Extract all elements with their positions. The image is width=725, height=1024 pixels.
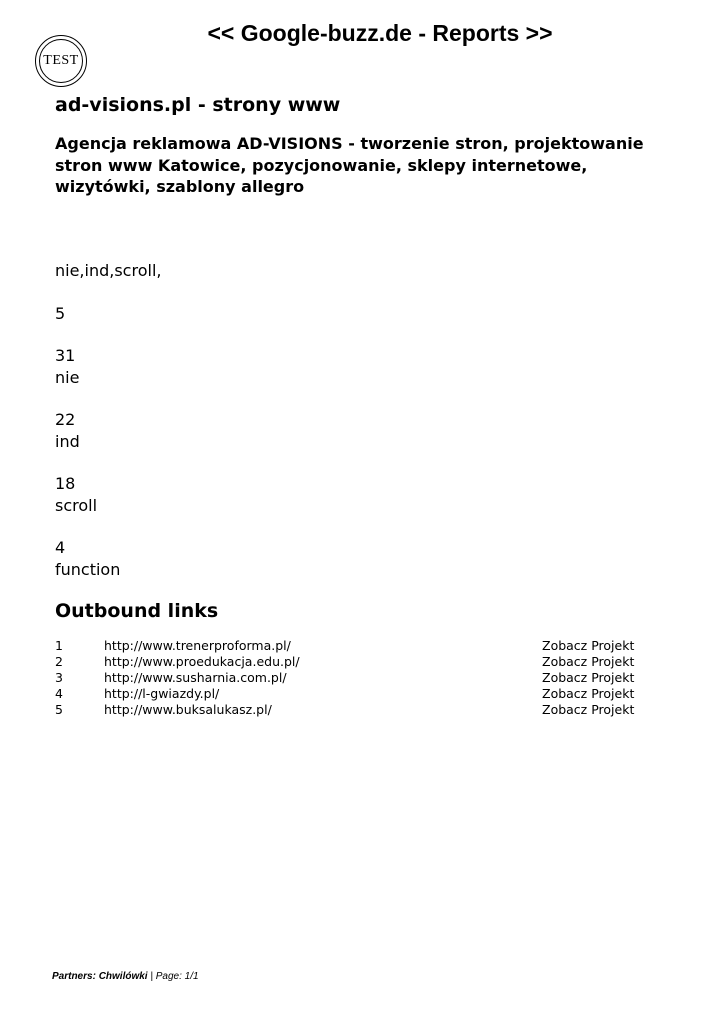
view-project-link[interactable]: Zobacz Projekt bbox=[542, 638, 635, 653]
table-row bbox=[55, 638, 655, 654]
keyword-count: 31 bbox=[55, 346, 76, 365]
table-row bbox=[55, 702, 655, 718]
keyword-word: nie bbox=[55, 367, 80, 387]
view-project-link[interactable]: Zobacz Projekt bbox=[542, 654, 635, 669]
report-title: << Google-buzz.de - Reports >> bbox=[207, 20, 553, 46]
link-number: 1 bbox=[55, 638, 63, 653]
site-title: ad-visions.pl - strony www bbox=[55, 94, 341, 116]
keywords-section bbox=[55, 260, 161, 580]
page-number: Page: 1/1 bbox=[155, 971, 199, 982]
footer-separator: | bbox=[150, 971, 153, 982]
page-footer bbox=[52, 971, 199, 982]
link-number: 2 bbox=[55, 654, 63, 669]
link-number: 3 bbox=[55, 670, 63, 685]
keyword-word: ind bbox=[55, 431, 80, 451]
site-description: Agencja reklamowa AD-VISIONS - tworzenie stron, projektowanie stron www Katowice, pozycjonowanie, sklepy internetowe, wizytówki, szablony allegro bbox=[55, 134, 644, 196]
table-row bbox=[55, 654, 655, 670]
link-url[interactable]: http://www.trenerproforma.pl/ bbox=[104, 638, 291, 653]
link-url[interactable]: http://www.buksalukasz.pl/ bbox=[104, 702, 272, 717]
partner-link[interactable]: Chwilówki bbox=[98, 971, 148, 982]
link-url[interactable]: http://www.susharnia.com.pl/ bbox=[104, 670, 287, 685]
partners-label: Partners: bbox=[52, 971, 96, 982]
keyword-word: scroll bbox=[55, 495, 98, 515]
keyword-count: 4 bbox=[55, 538, 66, 557]
view-project-link[interactable]: Zobacz Projekt bbox=[542, 702, 635, 717]
table-row bbox=[55, 670, 655, 686]
view-project-link[interactable]: Zobacz Projekt bbox=[542, 686, 635, 701]
table-row bbox=[55, 686, 655, 702]
link-number: 4 bbox=[55, 686, 63, 701]
view-project-link[interactable]: Zobacz Projekt bbox=[542, 670, 635, 685]
keyword-word: function bbox=[55, 559, 121, 579]
keywords-list: nie,ind,scroll, bbox=[55, 261, 162, 280]
link-url[interactable]: http://www.proedukacja.edu.pl/ bbox=[104, 654, 300, 669]
keywords-count: 5 bbox=[55, 303, 66, 323]
outbound-links-table bbox=[55, 638, 655, 718]
link-url[interactable]: http://l-gwiazdy.pl/ bbox=[104, 686, 220, 701]
keyword-count: 18 bbox=[55, 474, 76, 493]
keyword-count: 22 bbox=[55, 410, 76, 429]
link-number: 5 bbox=[55, 702, 63, 717]
stamp-text: TEST bbox=[43, 53, 79, 68]
outbound-links-heading: Outbound links bbox=[55, 600, 219, 622]
